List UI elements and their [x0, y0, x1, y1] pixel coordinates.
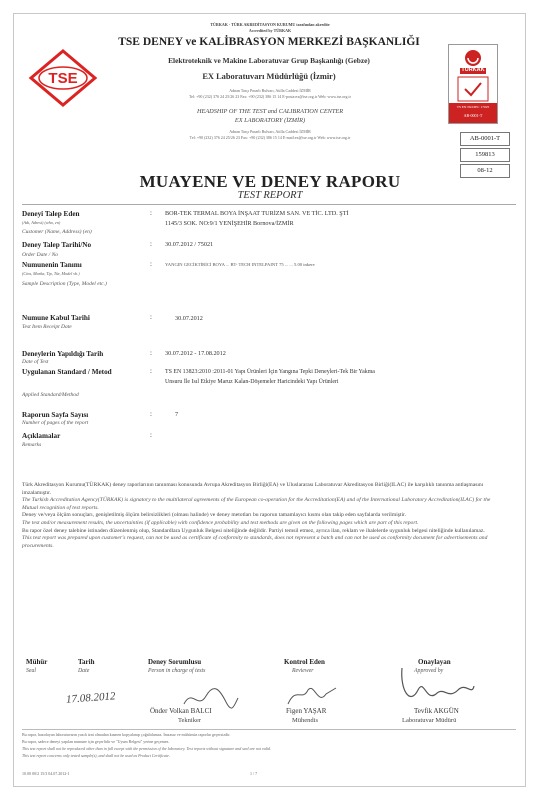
field-colon: :	[150, 431, 152, 439]
field-value-standard: TS EN 13823:2010 :2011-01 Yapı Ürünleri İçin Yangına Tepki Deneyleri-Tek Bir Yakma	[165, 369, 375, 375]
tse-logo	[28, 48, 98, 108]
approver-title: Laboratuvar Müdürü	[402, 717, 457, 724]
field-sub2-sample: Sample Description (Type, Model etc.)	[22, 281, 107, 287]
footer-line-2: Bu rapor, sadece deneyi yapılan numune için geçerlidir ve "Uyum Belgesi" yerine geçemez.	[22, 739, 170, 744]
field-label-receipt: Numune Kabul Tarihi	[22, 314, 90, 322]
field-sub-order: Order Date / No	[22, 252, 59, 258]
header-address-2: Adnan Tarçı Pınarlı Bulvarı, Atilla Caddesi İZMİR	[229, 129, 311, 134]
field-label-customer: Deneyi Talep Eden	[22, 210, 80, 218]
field-sub-customer: (Adı, Adresi) (who, en)	[22, 220, 61, 225]
field-colon: :	[150, 313, 152, 321]
legal-paragraph: Türk Akreditasyon Kurumu(TÜRKAK) deney raporlarının tanınması konusunda Avrupa Akreditasyon Birliği(EA) ve Uluslararası Laboratuvar Akreditasyon Birliği(ILAC) ile karşılıklı tanınma antlaşmasını imzalamıştır.	[22, 482, 484, 496]
field-colon: :	[150, 260, 152, 268]
field-label-remarks: Açıklamalar	[22, 432, 61, 440]
person-name: Önder Volkan BALCI	[150, 707, 212, 715]
code-box-accreditation: AB-0001-T	[460, 132, 510, 146]
field-label-test-date: Deneylerin Yapıldığı Tarih	[22, 350, 104, 358]
turkak-logo	[448, 44, 498, 124]
form-code: 10.00 00/2 15/3 04.07.2012-1	[22, 771, 70, 776]
field-value-order: 30.07.2012 / 75021	[165, 241, 214, 248]
person-title: Tekniker	[178, 717, 202, 724]
page-number: 1 / 7	[250, 771, 258, 776]
seal-label: Mühür	[26, 658, 48, 666]
field-value-test-date: 30.07.2012 - 17.08.2012	[165, 350, 226, 357]
footer-rule	[22, 729, 516, 730]
field-value2-customer: 1145/3 SOK. NO:9/1 YENİŞEHİR Bornova/İZMİR	[165, 220, 294, 227]
date-sub: Date	[78, 668, 90, 674]
report-subtitle: TEST REPORT	[237, 190, 303, 201]
field-colon: :	[150, 240, 152, 248]
field-sub-receipt: Test Item Receipt Date	[22, 324, 72, 330]
field-value-customer: BOR-TEK TERMAL BOYA İNŞAAT TURİZM SAN. VE TİC. LTD. ŞTİ	[165, 210, 349, 217]
date-label: Tarih	[78, 658, 95, 666]
field-sub-remarks: Remarks	[22, 442, 42, 448]
field-value-pages: 7	[175, 411, 179, 418]
date-handwritten: 17.08.2012	[65, 690, 116, 706]
legal-text-block	[22, 482, 492, 550]
header-phone-1: Tel: +90 (232) 376 24 25/26 23 Fax: +90 (232) 386 15 14 E-posta:ex@tse.org.tr Web: www.tse.org.tr	[189, 94, 351, 99]
reviewer-name: Figen YAŞAR	[286, 707, 327, 715]
footer-line-1: Bu rapor, hazırlayan laboratuvarın yazılı izni olmadan kısmen kopyalanıp çoğaltılamaz. İmzasız ve mühürsüz raporlar geçersizdir.	[22, 732, 231, 737]
header-subtitle-2: EX Laboratuvarı Müdürlüğü (İzmir)	[202, 72, 336, 81]
accreditation-line-2: Accredited by TÜRKAK	[248, 28, 292, 33]
legal-paragraph: This test report was prepared upon customer's request, can not be used as certificate of conformity to standards, does not represent a batch and can not be used as conformity document for advertisements and procurements.	[22, 535, 488, 549]
turkak-logo-sub: TS EN ISO/IEC 17025	[456, 105, 490, 109]
person-sub: Person in charge of tests	[148, 668, 206, 674]
reviewer-signature	[282, 680, 342, 710]
field-label-standard: Uygulanan Standard / Metod	[22, 368, 112, 376]
approver-label: Onaylayan	[418, 658, 451, 666]
field-colon: :	[150, 367, 152, 375]
field-sub-pages: Number of pages of the report	[22, 420, 89, 426]
legal-paragraph: Deney ve/veya ölçüm sonuçları, genişletilmiş ölçüm belirsizlikleri (olması halinde) ve deney metotları bu raporun tamamlayıcı kısmı olan takip eden sayfalarda verilmiştir.	[22, 512, 406, 519]
turkak-logo-text: TÜRKAK	[461, 67, 485, 73]
reviewer-title: Mühendis	[292, 717, 318, 724]
footer-line-3: This test report shall not be reproduced other than in full except with the permission of the laboratory. Test reports without signature and seal are not valid.	[22, 746, 271, 751]
approver-sub: Approved by	[414, 668, 444, 674]
field-colon: :	[150, 209, 152, 217]
field-colon: :	[150, 349, 152, 357]
reviewer-sub: Reviewer	[292, 668, 314, 674]
header-en-title-2: EX LABORATORY (İZMİR)	[234, 117, 306, 124]
header-subtitle-1: Elektroteknik ve Makine Laboratuvar Grup Başkanlığı (Gebze)	[168, 56, 370, 65]
field-colon: :	[150, 410, 152, 418]
field-label-sample: Numunenin Tanımı	[22, 261, 82, 269]
reviewer-label: Kontrol Eden	[284, 658, 325, 666]
accreditation-line-1: TÜRKAK - TÜRK AKREDİTASYON KURUMU tarafından akredite	[210, 22, 330, 27]
legal-paragraph: The test and/or measurement results, the uncertainties (if applicable) with confidence probability and test methods are given on the following pages which are part of this report.	[22, 519, 419, 526]
field-sub-standard: Applied Standard/Method	[22, 392, 79, 398]
legal-paragraph: The Turkish Accreditation Agency(TÜRKAK) is signatory to the multilateral agreements of the European co-operation for the Accreditation(EA) and of the International Laboratory Accreditation(ILAC) for the Mutual recognition of test reports.	[22, 497, 491, 511]
person-label: Deney Sorumlusu	[148, 658, 202, 666]
field-value-sample: YANGIN GECİKTİRİCİ BOYA ... BT- TECH INTELPAINT 75 ... ... 5.00 inkere	[165, 262, 315, 267]
field-value-receipt: 30.07.2012	[175, 315, 203, 322]
seal-sub: Seal	[26, 668, 36, 674]
turkak-logo-code: AB-0001-T	[463, 113, 483, 118]
code-box-date: 08-12	[460, 164, 510, 178]
field-sub-sample: (Cins, Marka, Tip, Tür, Model vb.)	[22, 271, 80, 276]
footer-line-4: This test report concerns only tested sample(s), and shall not be used as Product Certificate.	[22, 753, 170, 758]
title-rule	[22, 204, 516, 205]
report-title: MUAYENE VE DENEY RAPORU	[139, 172, 401, 191]
header-en-title-1: HEADSHIP OF THE TEST and CALIBRATION CENTER	[196, 108, 344, 115]
header-title: TSE DENEY ve KALİBRASYON MERKEZİ BAŞKANLIĞI	[118, 36, 420, 48]
field-sub-test-date: Date of Test	[22, 359, 49, 365]
header-address-1: Adnan Tarçı Pınarlı Bulvarı, Atilla Caddesi İZMİR	[229, 88, 311, 93]
approver-signature	[396, 660, 476, 710]
field-value2-standard: Unsuru İle Isıl Etkiye Maruz Kalan-Döşemeler Haricindeki Yapı Ürünleri	[165, 379, 339, 385]
legal-paragraph: Bu rapor özel deney talebine istinaden düzenlenmiş olup, Standardlara Uygunluk Belgesi niteliğinde değildir. Partiyi temsil etmez, ayrıca ilan, reklam ve ihalelerde uygunluk belgesi niteliğinde kullanılamaz.	[22, 527, 485, 534]
code-box-report-no: 159813	[460, 148, 510, 162]
field-label-pages: Raporun Sayfa Sayısı	[22, 411, 89, 419]
header-phone-2: Tel: +90 (232) 376 24 25/26 23 Fax: +90 (232) 386 15 14 E-mail:ex@tse.org.tr Web: www.tse.org.tr	[189, 135, 351, 140]
svg-text:TSE: TSE	[48, 70, 78, 87]
field-label-order: Deney Talep Tarihi/No	[22, 241, 92, 249]
approver-name: Tevfik AKGÜN	[414, 707, 459, 715]
field-sub2-customer: Customer (Name, Address) (en)	[22, 229, 92, 235]
